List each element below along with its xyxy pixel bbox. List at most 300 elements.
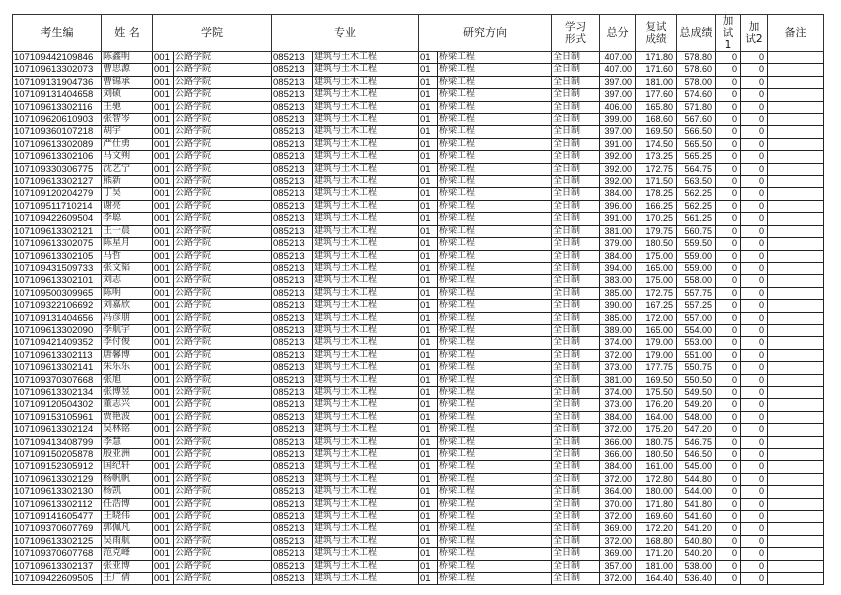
direction-code: 01 [419,312,438,324]
major-code: 085213 [272,449,313,461]
table-row [13,188,824,200]
study-mode: 全日制 [552,275,600,287]
college-code: 001 [153,200,174,212]
college-code: 001 [153,188,174,200]
retest-score: 176.20 [636,399,677,411]
note [768,560,824,572]
student-name: 范克峰 [102,548,153,560]
major-code: 085213 [272,262,313,274]
study-mode: 全日制 [552,473,600,485]
total-score: 384.00 [600,411,636,423]
final-score: 565.50 [677,138,716,150]
note [768,151,824,163]
note [768,114,824,126]
student-name: 唐馨博 [102,349,153,361]
retest-score: 179.00 [636,337,677,349]
total-score: 372.00 [600,424,636,436]
extra1-score: 0 [716,424,741,436]
extra2-score: 0 [741,287,768,299]
note [768,386,824,398]
study-mode: 全日制 [552,200,600,212]
major-code: 085213 [272,523,313,535]
total-score: 373.00 [600,399,636,411]
study-mode: 全日制 [552,262,600,274]
final-score: 566.50 [677,126,716,138]
retest-score: 179.75 [636,225,677,237]
direction-name: 桥梁工程 [438,486,552,498]
college-name: 公路学院 [174,300,272,312]
college-code: 001 [153,399,174,411]
major-code: 085213 [272,324,313,336]
direction-name: 桥梁工程 [438,138,552,150]
student-name: 曹锦承 [102,76,153,88]
student-name: 曹思源 [102,64,153,76]
student-name: 李聪 [102,213,153,225]
extra2-score: 0 [741,114,768,126]
student-name: 张博昱 [102,386,153,398]
direction-code: 01 [419,449,438,461]
table-row [13,324,824,336]
extra2-score: 0 [741,573,768,585]
direction-name: 桥梁工程 [438,324,552,336]
note [768,225,824,237]
total-score: 366.00 [600,449,636,461]
direction-code: 01 [419,151,438,163]
direction-code: 01 [419,535,438,547]
header-retest: 复试成绩 [636,15,677,52]
student-id: 107109421409352 [13,337,102,349]
extra1-score: 0 [716,163,741,175]
study-mode: 全日制 [552,486,600,498]
note [768,511,824,523]
study-mode: 全日制 [552,151,600,163]
major-name: 建筑与土木工程 [313,262,419,274]
college-name: 公路学院 [174,114,272,126]
student-name: 刘嘉欣 [102,300,153,312]
major-name: 建筑与土木工程 [313,349,419,361]
major-code: 085213 [272,138,313,150]
major-code: 085213 [272,486,313,498]
major-code: 085213 [272,89,313,101]
total-score: 407.00 [600,52,636,64]
retest-score: 172.75 [636,163,677,175]
note [768,76,824,88]
total-score: 384.00 [600,188,636,200]
student-name: 贾艳波 [102,411,153,423]
final-score: 541.60 [677,511,716,523]
extra1-score: 0 [716,473,741,485]
major-code: 085213 [272,300,313,312]
final-score: 540.80 [677,535,716,547]
header-direction: 研究方向 [419,15,552,52]
table-row [13,176,824,188]
major-name: 建筑与土木工程 [313,486,419,498]
retest-score: 181.00 [636,560,677,572]
retest-score: 165.80 [636,101,677,113]
major-name: 建筑与土木工程 [313,89,419,101]
major-code: 085213 [272,213,313,225]
final-score: 558.00 [677,275,716,287]
table-row [13,76,824,88]
extra1-score: 0 [716,461,741,473]
direction-name: 桥梁工程 [438,275,552,287]
major-code: 085213 [272,548,313,560]
major-name: 建筑与土木工程 [313,101,419,113]
direction-code: 01 [419,436,438,448]
note [768,324,824,336]
direction-name: 桥梁工程 [438,411,552,423]
table-row [13,312,824,324]
direction-code: 01 [419,138,438,150]
direction-name: 桥梁工程 [438,225,552,237]
student-id: 107109413408799 [13,436,102,448]
final-score: 567.60 [677,114,716,126]
total-score: 396.00 [600,200,636,212]
table-row [13,64,824,76]
major-name: 建筑与土木工程 [313,275,419,287]
extra2-score: 0 [741,64,768,76]
final-score: 574.60 [677,89,716,101]
college-name: 公路学院 [174,362,272,374]
retest-score: 178.25 [636,188,677,200]
retest-score: 165.00 [636,262,677,274]
college-code: 001 [153,262,174,274]
note [768,101,824,113]
note [768,461,824,473]
student-id: 107109620610903 [13,114,102,126]
final-score: 559.50 [677,238,716,250]
college-name: 公路学院 [174,337,272,349]
major-code: 085213 [272,238,313,250]
total-score: 372.00 [600,573,636,585]
extra1-score: 0 [716,535,741,547]
study-mode: 全日制 [552,399,600,411]
retest-score: 164.40 [636,573,677,585]
college-name: 公路学院 [174,523,272,535]
extra1-score: 0 [716,200,741,212]
study-mode: 全日制 [552,176,600,188]
college-name: 公路学院 [174,573,272,585]
study-mode: 全日制 [552,337,600,349]
total-score: 372.00 [600,511,636,523]
college-name: 公路学院 [174,275,272,287]
table-row [13,374,824,386]
retest-score: 169.50 [636,126,677,138]
direction-code: 01 [419,114,438,126]
direction-code: 01 [419,64,438,76]
table-row [13,399,824,411]
final-score: 578.80 [677,52,716,64]
retest-score: 169.60 [636,511,677,523]
extra1-score: 0 [716,138,741,150]
total-score: 389.00 [600,324,636,336]
college-name: 公路学院 [174,411,272,423]
direction-code: 01 [419,52,438,64]
retest-score: 172.80 [636,473,677,485]
student-name: 国纪轩 [102,461,153,473]
study-mode: 全日制 [552,374,600,386]
note [768,573,824,585]
major-name: 建筑与土木工程 [313,436,419,448]
extra2-score: 0 [741,126,768,138]
study-mode: 全日制 [552,114,600,126]
major-code: 085213 [272,374,313,386]
total-score: 397.00 [600,126,636,138]
header-major: 专业 [272,15,419,52]
college-name: 公路学院 [174,560,272,572]
table-row [13,386,824,398]
student-id: 107109141605477 [13,511,102,523]
direction-code: 01 [419,176,438,188]
college-name: 公路学院 [174,498,272,510]
extra2-score: 0 [741,163,768,175]
major-code: 085213 [272,386,313,398]
college-name: 公路学院 [174,374,272,386]
direction-name: 桥梁工程 [438,449,552,461]
student-id: 107109613302105 [13,250,102,262]
direction-code: 01 [419,262,438,274]
direction-name: 桥梁工程 [438,362,552,374]
note [768,163,824,175]
retest-score: 177.75 [636,362,677,374]
direction-name: 桥梁工程 [438,176,552,188]
student-id: 107109131404656 [13,312,102,324]
extra2-score: 0 [741,374,768,386]
note [768,238,824,250]
retest-score: 165.00 [636,324,677,336]
total-score: 372.00 [600,535,636,547]
major-name: 建筑与土木工程 [313,399,419,411]
major-name: 建筑与土木工程 [313,176,419,188]
college-name: 公路学院 [174,176,272,188]
student-name: 李付俊 [102,337,153,349]
direction-name: 桥梁工程 [438,188,552,200]
college-name: 公路学院 [174,238,272,250]
student-id: 107109613302075 [13,238,102,250]
direction-code: 01 [419,126,438,138]
major-code: 085213 [272,461,313,473]
college-code: 001 [153,101,174,113]
extra2-score: 0 [741,523,768,535]
extra1-score: 0 [716,573,741,585]
college-code: 001 [153,176,174,188]
final-score: 554.00 [677,324,716,336]
major-name: 建筑与土木工程 [313,535,419,547]
header-id: 考生编 [13,15,102,52]
extra2-score: 0 [741,386,768,398]
student-name: 杨帆帆 [102,473,153,485]
study-mode: 全日制 [552,498,600,510]
extra2-score: 0 [741,461,768,473]
retest-score: 173.25 [636,151,677,163]
total-score: 357.00 [600,560,636,572]
college-code: 001 [153,560,174,572]
major-name: 建筑与土木工程 [313,324,419,336]
table-row [13,238,824,250]
retest-score: 180.50 [636,238,677,250]
table-row [13,535,824,547]
direction-code: 01 [419,188,438,200]
student-id: 107109613302116 [13,101,102,113]
direction-name: 桥梁工程 [438,548,552,560]
extra2-score: 0 [741,349,768,361]
student-id: 107109613302134 [13,386,102,398]
student-id: 107109431509733 [13,262,102,274]
student-name: 朱乐乐 [102,362,153,374]
major-name: 建筑与土木工程 [313,523,419,535]
final-score: 546.50 [677,449,716,461]
college-code: 001 [153,461,174,473]
college-name: 公路学院 [174,324,272,336]
major-name: 建筑与土木工程 [313,511,419,523]
study-mode: 全日制 [552,548,600,560]
major-name: 建筑与土木工程 [313,337,419,349]
table-row [13,560,824,572]
extra1-score: 0 [716,250,741,262]
total-score: 369.00 [600,523,636,535]
final-score: 544.00 [677,486,716,498]
note [768,188,824,200]
major-name: 建筑与土木工程 [313,312,419,324]
college-code: 001 [153,498,174,510]
college-name: 公路学院 [174,250,272,262]
major-code: 085213 [272,473,313,485]
extra2-score: 0 [741,337,768,349]
total-score: 390.00 [600,300,636,312]
extra2-score: 0 [741,225,768,237]
study-mode: 全日制 [552,300,600,312]
direction-code: 01 [419,473,438,485]
student-name: 张智岑 [102,114,153,126]
major-name: 建筑与土木工程 [313,138,419,150]
retest-score: 171.80 [636,52,677,64]
direction-name: 桥梁工程 [438,89,552,101]
total-score: 397.00 [600,76,636,88]
college-code: 001 [153,52,174,64]
student-name: 陈明 [102,287,153,299]
final-score: 559.00 [677,262,716,274]
note [768,374,824,386]
major-name: 建筑与土木工程 [313,213,419,225]
student-name: 马哲 [102,250,153,262]
retest-score: 168.80 [636,535,677,547]
total-score: 383.00 [600,275,636,287]
extra2-score: 0 [741,449,768,461]
student-name: 陈星月 [102,238,153,250]
extra1-score: 0 [716,176,741,188]
total-score: 399.00 [600,114,636,126]
major-name: 建筑与土木工程 [313,300,419,312]
student-id: 107109370607769 [13,523,102,535]
final-score: 557.75 [677,287,716,299]
direction-code: 01 [419,511,438,523]
header-row [13,15,824,52]
extra1-score: 0 [716,362,741,374]
college-code: 001 [153,374,174,386]
table-row [13,498,824,510]
retest-score: 177.60 [636,89,677,101]
header-extra2: 加试2 [741,15,768,52]
direction-code: 01 [419,349,438,361]
final-score: 565.25 [677,151,716,163]
study-mode: 全日制 [552,535,600,547]
note [768,436,824,448]
retest-score: 179.00 [636,349,677,361]
extra2-score: 0 [741,498,768,510]
major-code: 085213 [272,151,313,163]
student-name: 马文朔 [102,151,153,163]
college-code: 001 [153,486,174,498]
total-score: 392.00 [600,151,636,163]
student-id: 107109322106692 [13,300,102,312]
header-note: 备注 [768,15,824,52]
college-name: 公路学院 [174,535,272,547]
study-mode: 全日制 [552,411,600,423]
major-code: 085213 [272,498,313,510]
study-mode: 全日制 [552,250,600,262]
student-name: 沈艺宁 [102,163,153,175]
total-score: 392.00 [600,163,636,175]
college-name: 公路学院 [174,349,272,361]
table-row [13,114,824,126]
student-name: 熊新 [102,176,153,188]
college-name: 公路学院 [174,461,272,473]
table-row [13,511,824,523]
total-score: 384.00 [600,461,636,473]
direction-code: 01 [419,486,438,498]
study-mode: 全日制 [552,287,600,299]
major-code: 085213 [272,399,313,411]
student-name: 李慧 [102,436,153,448]
college-code: 001 [153,535,174,547]
student-name: 严仕勇 [102,138,153,150]
retest-score: 175.00 [636,275,677,287]
study-mode: 全日制 [552,213,600,225]
college-code: 001 [153,163,174,175]
note [768,200,824,212]
college-code: 001 [153,449,174,461]
direction-name: 桥梁工程 [438,399,552,411]
final-score: 547.20 [677,424,716,436]
major-code: 085213 [272,312,313,324]
student-id: 107109613302130 [13,486,102,498]
major-name: 建筑与土木工程 [313,386,419,398]
final-score: 559.00 [677,250,716,262]
student-name: 王广倩 [102,573,153,585]
college-name: 公路学院 [174,89,272,101]
extra2-score: 0 [741,52,768,64]
table-row [13,151,824,163]
extra1-score: 0 [716,89,741,101]
note [768,449,824,461]
retest-score: 166.25 [636,200,677,212]
major-name: 建筑与土木工程 [313,498,419,510]
final-score: 550.75 [677,362,716,374]
table-row [13,548,824,560]
study-mode: 全日制 [552,523,600,535]
college-name: 公路学院 [174,188,272,200]
student-id: 107109613302113 [13,349,102,361]
direction-code: 01 [419,424,438,436]
extra1-score: 0 [716,411,741,423]
final-score: 578.60 [677,64,716,76]
total-score: 374.00 [600,337,636,349]
extra2-score: 0 [741,424,768,436]
student-id: 107109511710214 [13,200,102,212]
extra1-score: 0 [716,324,741,336]
student-id: 107109330306775 [13,163,102,175]
extra1-score: 0 [716,449,741,461]
